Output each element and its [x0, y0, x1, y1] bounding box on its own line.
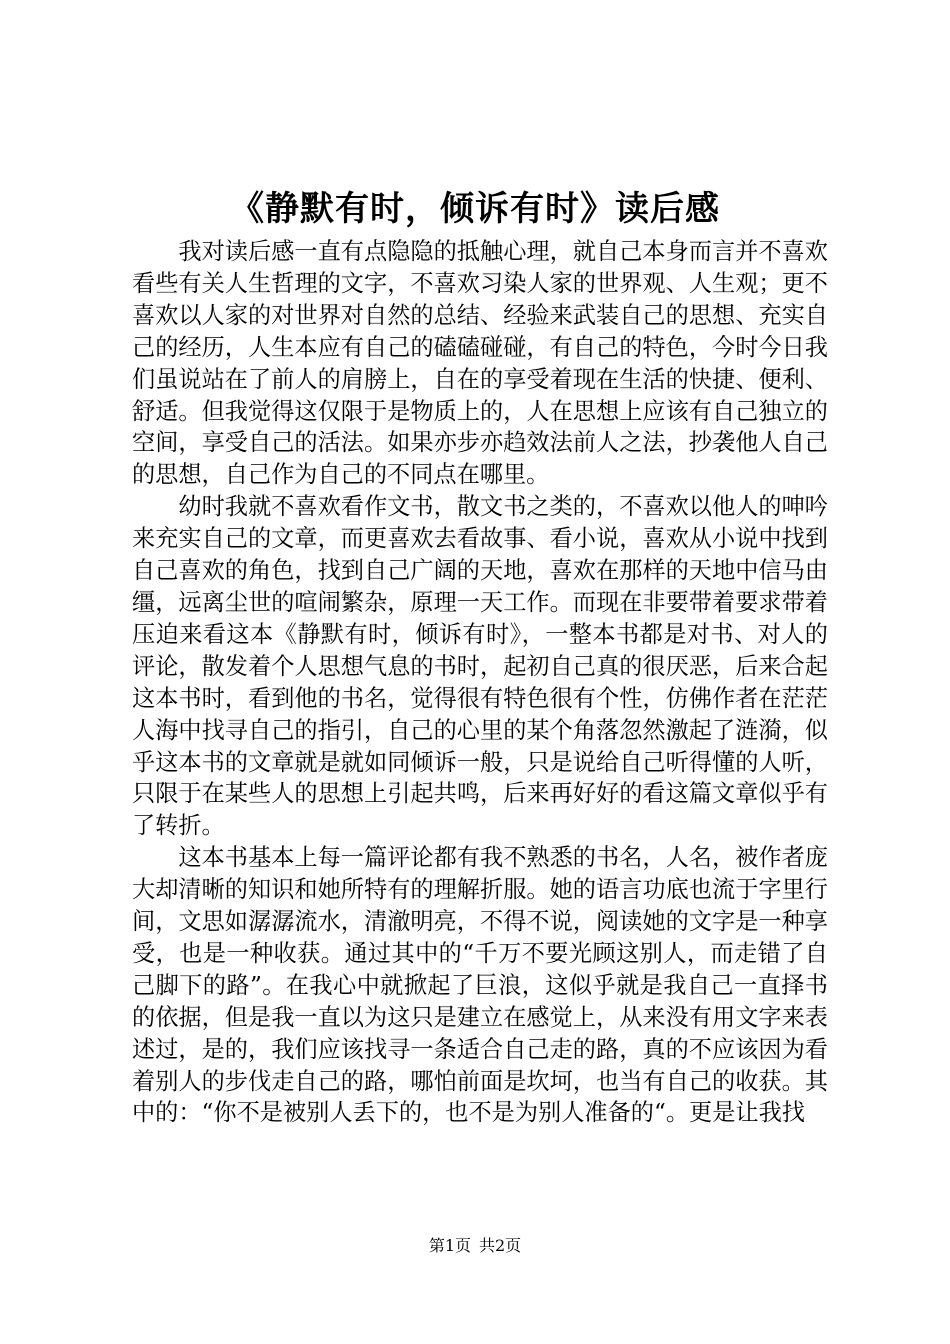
page-number: 第1页 [428, 1236, 471, 1255]
page-total: 共2页 [479, 1236, 522, 1255]
paragraph-1: 我对读后感一直有点隐隐的抵触心理，就自己本身而言并不喜欢看些有关人生哲理的文字，不喜欢习染人家的世界观、人生观；更不喜欢以人家的对世界对自然的总结、经验来武装自己的思想、充实自己的经历，人生本应有自己的磕磕碰碰，有自己的特色，今时今日我们虽说站在了前人的肩膀上，自在的享受着现在生活的快捷、便利、舒适。但我觉得这仅限于是物质上的，人在思想上应该有自己独立的空间，享受自己的活法。如果亦步亦趋效法前人之法，抄袭他人自己的思想，自己作为自己的不同点在哪里。 [132, 238, 828, 489]
paragraph-3: 这本书基本上每一篇评论都有我不熟悉的书名，人名，被作者庞大却清晰的知识和她所特有的理解折服。她的语言功底也流于字里行间，文思如潺潺流水，清澈明亮，不得不说，阅读她的文字是一种享受，也是一种收获。通过其中的“千万不要光顾这别人，而走错了自己脚下的路”。在我心中就掀起了巨浪，这似乎就是我自己一直择书的依据，但是我一直以为这只是建立在感觉上，从来没有用文字来表述过，是的，我们应该找寻一条适合自己走的路，真的不应该因为看着别人的步伐走自己的路，哪怕前面是坎坷，也当有自己的收获。其中的：“你不是被别人丢下的，也不是为别人准备的“。更是让我找 [132, 844, 828, 1127]
document-title: 《静默有时，倾诉有时》读后感 [230, 189, 720, 229]
document-body [132, 236, 828, 1129]
page-footer [0, 1234, 950, 1258]
paragraph-2: 幼时我就不喜欢看作文书，散文书之类的，不喜欢以他人的呻吟来充实自己的文章，而更喜欢去看故事、看小说，喜欢从小说中找到自己喜欢的角色，找到自己广阔的天地，喜欢在那样的天地中信马由缰，远离尘世的喧闹繁杂，原理一天工作。而现在非要带着要求带着压迫来看这本《静默有时，倾诉有时》，一整本书都是对书、对人的评论，散发着个人思想气息的书时，起初自己真的很厌恶，后来合起这本书时，看到他的书名，觉得很有特色很有个性，仿佛作者在茫茫人海中找寻自己的指引，自己的心里的某个角落忽然激起了涟漪，似乎这本书的文章就是就如同倾诉一般，只是说给自己听得懂的人听，只限于在某些人的思想上引起共鸣，后来再好好的看这篇文章似乎有了转折。 [132, 493, 828, 840]
